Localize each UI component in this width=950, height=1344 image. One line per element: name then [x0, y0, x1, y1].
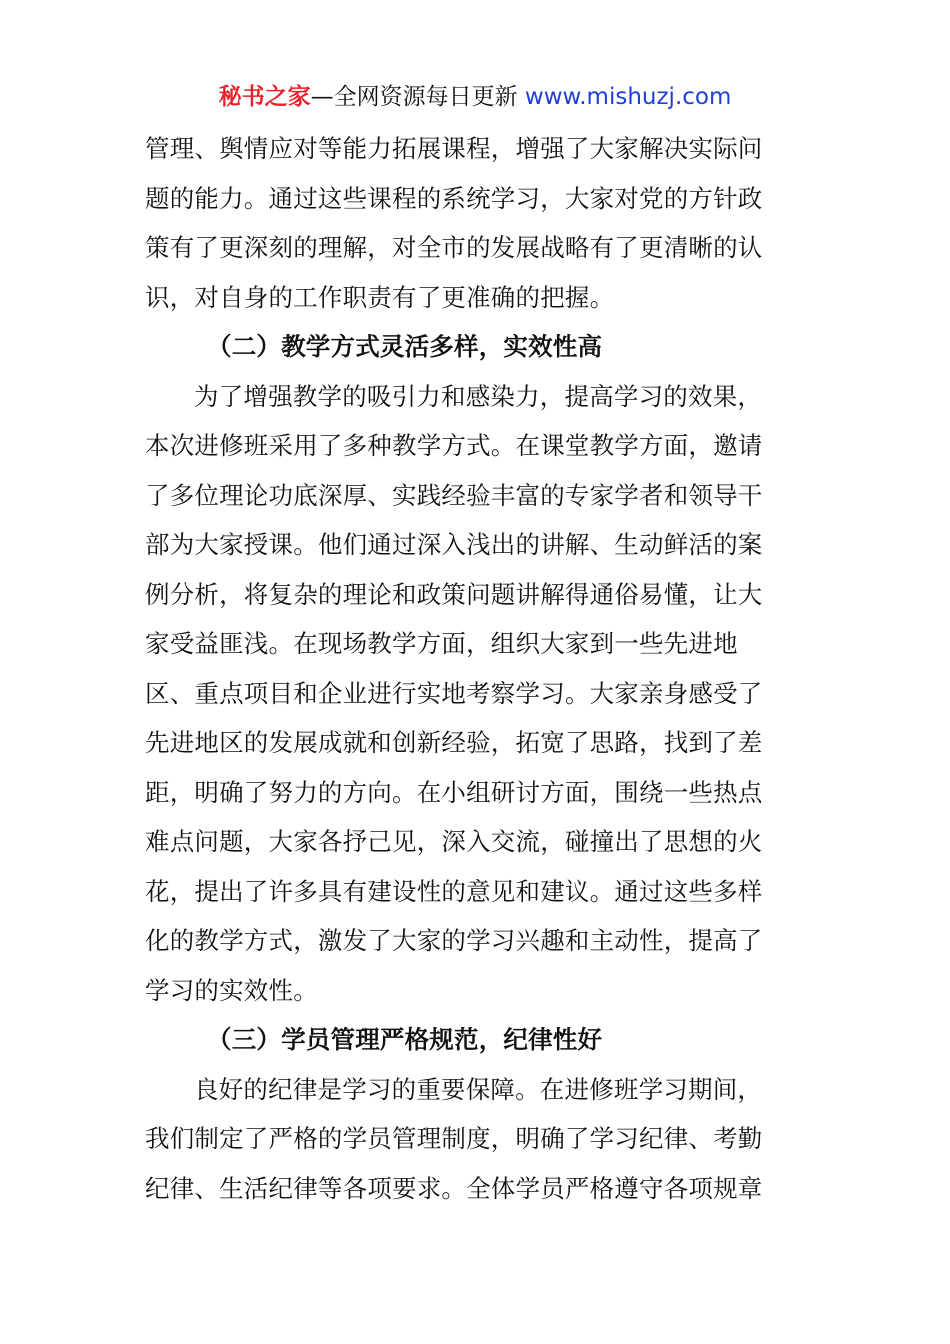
paragraph-line: 部为大家授课。他们通过深入浅出的讲解、生动鲜活的案 — [145, 530, 763, 559]
section-heading: （二）教学方式灵活多样，实效性高 — [207, 332, 603, 361]
site-brand: 秘书之家 — [218, 84, 311, 110]
paragraph-line: 家受益匪浅。在现场教学方面，组织大家到一些先进地 — [145, 629, 738, 658]
paragraph-line: 距，明确了努力的方向。在小组研讨方面，围绕一些热点 — [145, 777, 763, 807]
paragraph-line: 区、重点项目和企业进行实地考察学习。大家亲身感受了 — [145, 678, 763, 708]
paragraph-line: 本次进修班采用了多种教学方式。在课堂教学方面，邀请 — [145, 431, 763, 460]
paragraph-line: 花，提出了许多具有建设性的意见和建议。通过这些多样 — [145, 876, 763, 906]
paragraph-line: 我们制定了严格的学员管理制度，明确了学习纪律、考勤 — [145, 1124, 763, 1153]
paragraph-line: 题的能力。通过这些课程的系统学习，大家对党的方针政 — [145, 183, 763, 213]
paragraph-line: 了多位理论功底深厚、实践经验丰富的专家学者和领导干 — [145, 480, 763, 510]
document-body — [145, 124, 810, 1213]
paragraph-line: 识，对自身的工作职责有了更准确的把握。 — [145, 282, 615, 312]
paragraph-line: 化的教学方式，激发了大家的学习兴趣和主动性，提高了 — [145, 926, 763, 955]
paragraph-line: 纪律、生活纪律等各项要求。全体学员严格遵守各项规章 — [145, 1173, 763, 1203]
section-heading: （三）学员管理严格规范，纪律性好 — [207, 1025, 603, 1054]
paragraph-line: 良好的纪律是学习的重要保障。在进修班学习期间， — [194, 1074, 763, 1104]
paragraph-line: 为了增强教学的吸引力和感染力，提高学习的效果， — [194, 381, 763, 411]
site-header — [0, 80, 950, 114]
paragraph-line: 先进地区的发展成就和创新经验，拓宽了思路，找到了差 — [145, 728, 763, 757]
site-slogan: —全网资源每日更新 — [310, 84, 518, 110]
paragraph-line: 策有了更深刻的理解，对全市的发展战略有了更清晰的认 — [145, 233, 763, 262]
paragraph-line: 学习的实效性。 — [145, 975, 318, 1005]
paragraph-line: 管理、舆情应对等能力拓展课程，增强了大家解决实际问 — [145, 134, 763, 163]
site-url: www.mishuzj.com — [524, 84, 732, 110]
paragraph-line: 难点问题，大家各抒己见，深入交流，碰撞出了思想的火 — [145, 827, 763, 856]
paragraph-line: 例分析，将复杂的理论和政策问题讲解得通俗易懂，让大 — [145, 579, 763, 609]
